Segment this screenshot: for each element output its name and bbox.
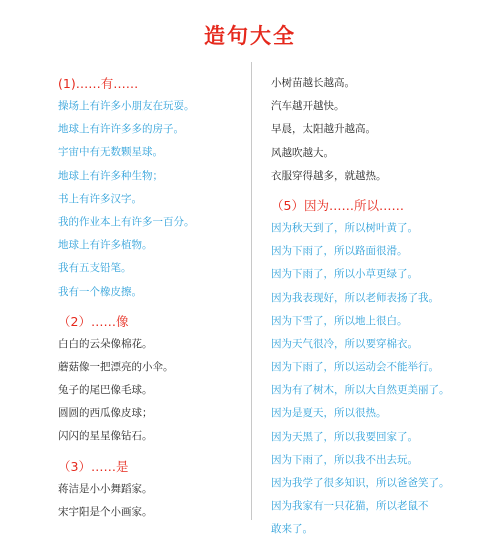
section-heading: （5）因为……所以……	[271, 197, 404, 213]
example-sentence: 地球上有许多种生物；	[58, 169, 163, 182]
example-sentence: 蘑菇像一把漂亮的小伞。	[58, 360, 174, 373]
example-sentence: 衣服穿得越多，就越热。	[271, 169, 387, 182]
example-sentence: 地球上有许多植物。	[58, 239, 153, 252]
example-sentence: 因为我表现好，所以老师表扬了我。	[271, 291, 439, 304]
example-sentence: 因为天黑了，所以我要回家了。	[271, 430, 418, 443]
example-sentence: 我有五支铅笔。	[58, 262, 132, 275]
example-sentence: 白白的云朵像棉花。	[58, 337, 153, 350]
example-sentence: 因为有了树木，所以大自然更美丽了。	[271, 384, 450, 397]
left-column	[58, 72, 246, 524]
example-sentence: 操场上有许多小朋友在玩耍。	[58, 100, 195, 112]
example-sentence: 我的作业本上有许多一百分。	[58, 215, 195, 228]
example-sentence: 闪闪的星星像钻石。	[58, 430, 153, 443]
example-sentence: 因为我家有一只花猫，所以老鼠不	[271, 500, 429, 513]
example-sentence: 我有一个橡皮擦。	[58, 285, 142, 298]
example-sentence: 因为我学了很多知识，所以爸爸笑了。	[271, 477, 450, 489]
example-sentence: 汽车越开越快。	[271, 100, 345, 113]
example-sentence: 圆圆的西瓜像皮球；	[58, 407, 153, 420]
section-heading: （3）……是	[58, 458, 129, 474]
example-sentence: 小树苗越长越高。	[271, 77, 355, 89]
example-sentence: 因为下雪了，所以地上很白。	[271, 314, 408, 327]
example-sentence: 兔子的尾巴像毛球。	[58, 384, 153, 397]
example-sentence: 风越吹越大。	[271, 146, 334, 159]
example-sentence: 蒋洁是小小舞蹈家。	[58, 482, 153, 495]
example-sentence: 因为下雨了，所以运动会不能举行。	[271, 361, 439, 374]
section-heading: （2）……像	[58, 313, 129, 329]
page-title: 造句大全	[204, 24, 296, 48]
example-sentence: 因为是夏天，所以很热。	[271, 407, 387, 420]
example-sentence: 因为下雨了，所以路面很滑。	[271, 245, 408, 258]
section-heading: (1)……有……	[58, 76, 139, 91]
example-sentence: 书上有许多汉字。	[58, 192, 142, 205]
column-divider	[251, 62, 252, 520]
example-sentence: 因为下雨了，所以我不出去玩。	[271, 453, 418, 466]
example-sentence: 因为天气很冷，所以要穿棉衣。	[271, 337, 418, 350]
example-sentence: 因为下雨了，所以小草更绿了。	[271, 268, 418, 281]
example-sentence: 宇宙中有无数颗星球。	[58, 146, 163, 159]
example-sentence: 敢来了。	[271, 523, 313, 536]
example-sentence: 地球上有许许多多的房子。	[58, 123, 184, 136]
right-column	[271, 72, 495, 542]
example-sentence: 早晨，太阳越升越高。	[271, 123, 376, 136]
example-sentence: 因为秋天到了，所以树叶黄了。	[271, 221, 418, 234]
example-sentence: 宋宇阳是个小画家。	[58, 505, 153, 518]
